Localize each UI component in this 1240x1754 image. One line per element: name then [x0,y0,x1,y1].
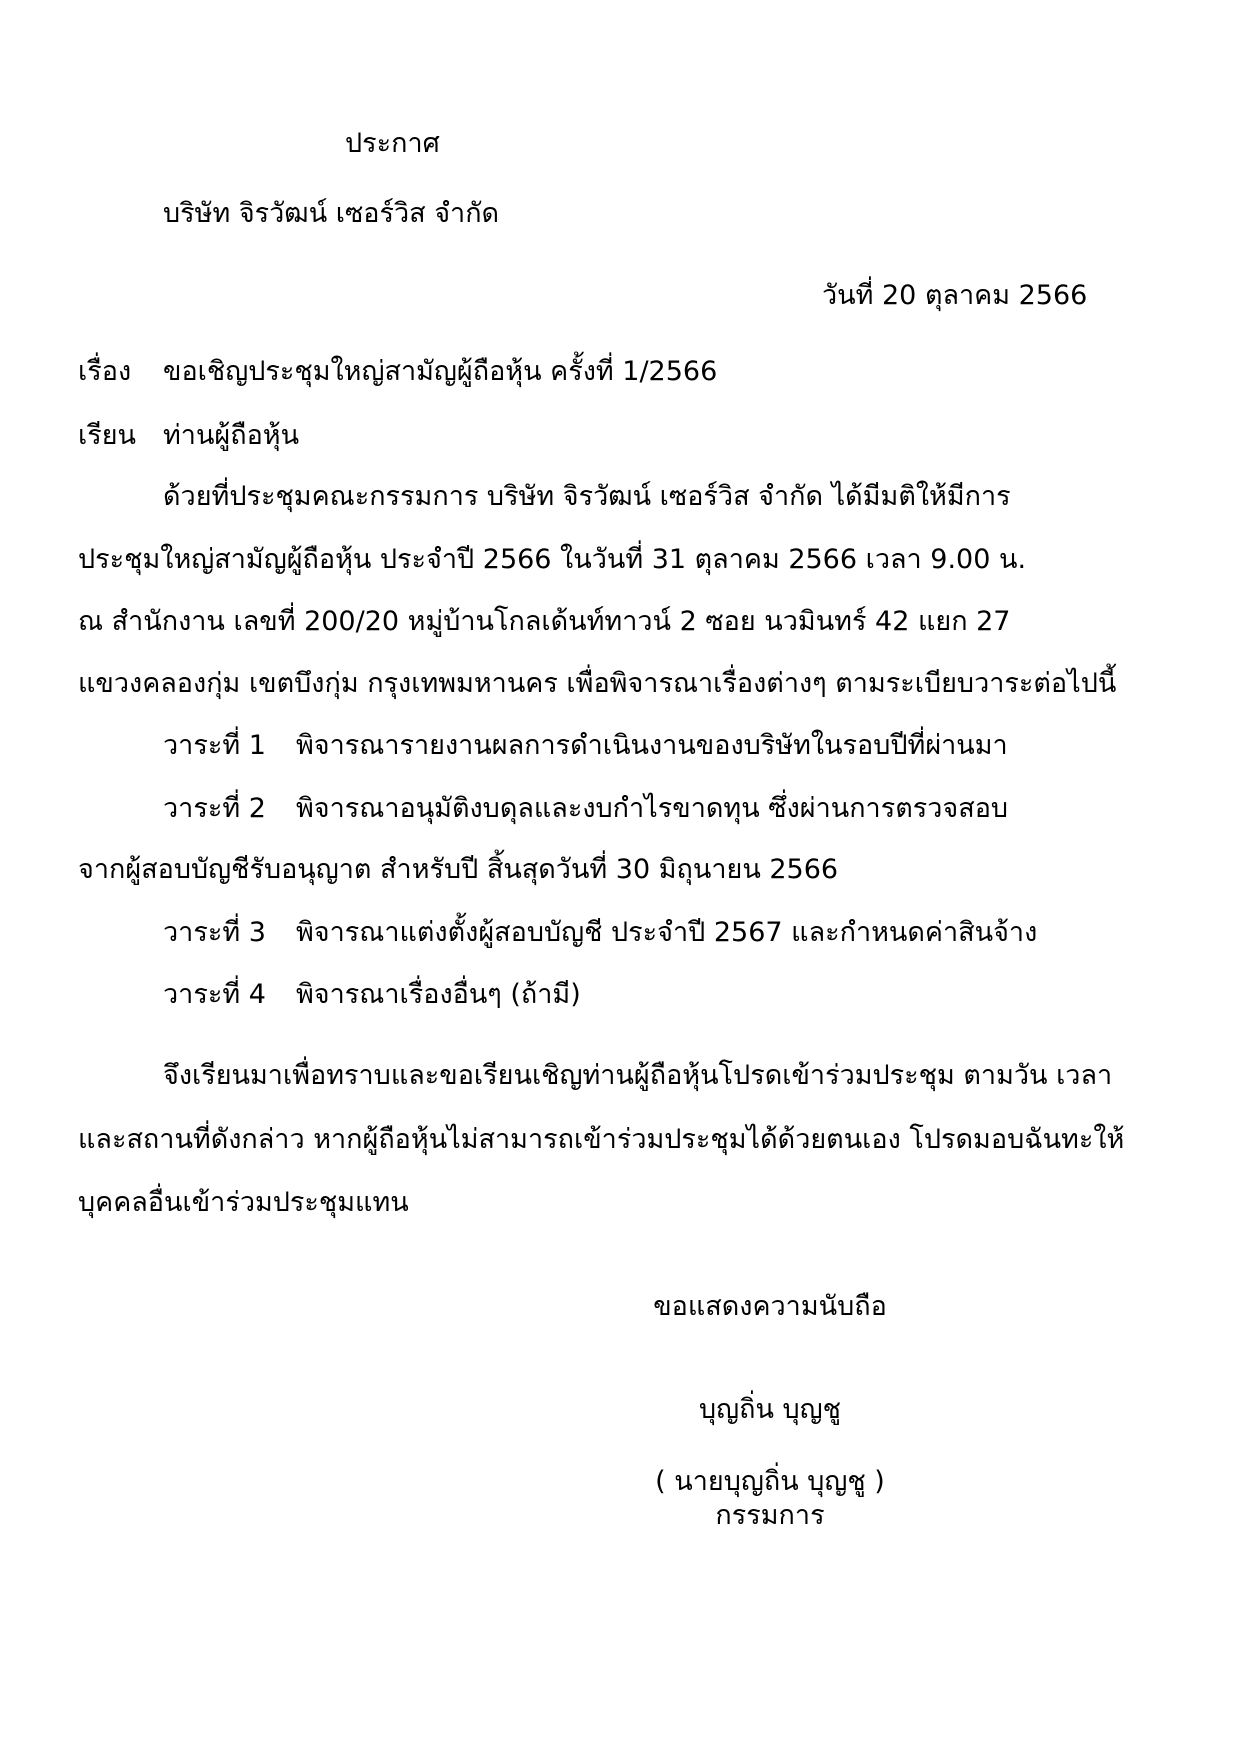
body-paragraph-1-line: ณ สำนักงาน เลขที่ 200/20 หมู่บ้านโกลเด้นท์ทาวน์ 2 ซอย นวมินทร์ 42 แยก 27 [78,606,1011,637]
agenda-text: พิจารณาอนุมัติงบดุลและงบกำไรขาดทุน ซึ่งผ่านการตรวจสอบ [296,793,1009,824]
agenda-number: วาระที่ 4 [163,979,266,1010]
agenda-item [163,977,581,1013]
agenda-number: วาระที่ 3 [163,917,266,948]
body-paragraph-1-line: แขวงคลองกุ่ม เขตบึงกุ่ม กรุงเทพมหานคร เพื่อพิจารณาเรื่องต่างๆ ตามระเบียบวาระต่อไปนี้ [78,668,1117,699]
agenda-item-continuation: จากผู้สอบบัญชีรับอนุญาต สำหรับปี สิ้นสุดวันที่ 30 มิถุนายน 2566 [78,854,839,885]
closing-salutation: ขอแสดงความนับถือ [653,1291,887,1322]
body-paragraph-2-line: จึงเรียนมาเพื่อทราบและขอเรียนเชิญท่านผู้ถือหุ้นโปรดเข้าร่วมประชุม ตามวัน เวลา [163,1060,1113,1091]
recipient-label: เรียน [78,420,137,451]
signature: บุญถิ่น บุญชู [698,1394,841,1425]
announcement-date: วันที่ 20 ตุลาคม 2566 [822,280,1088,311]
agenda-item [163,791,1008,827]
agenda-number: วาระที่ 1 [163,730,266,761]
subject-line [78,354,717,390]
body-paragraph-2-line: บุคคลอื่นเข้าร่วมประชุมแทน [78,1187,409,1218]
recipient-text: ท่านผู้ถือหุ้น [163,420,300,451]
agenda-text: พิจารณารายงานผลการดำเนินงานของบริษัทในรอบปีที่ผ่านมา [296,730,1008,761]
subject-label: เรื่อง [78,356,132,387]
signer-name: ( นายบุญถิ่น บุญชู ) [655,1466,885,1497]
agenda-number: วาระที่ 2 [163,793,266,824]
agenda-text: พิจารณาเรื่องอื่นๆ (ถ้ามี) [296,979,581,1010]
signer-title: กรรมการ [715,1500,825,1531]
agenda-item [163,728,1008,764]
recipient-line [78,418,299,454]
body-paragraph-2-line: และสถานที่ดังกล่าว หากผู้ถือหุ้นไม่สามารถเข้าร่วมประชุมได้ด้วยตนเอง โปรดมอบฉันทะให้ [78,1124,1125,1155]
agenda-item [163,915,1037,951]
body-paragraph-1-line: ประชุมใหญ่สามัญผู้ถือหุ้น ประจำปี 2566 ในวันที่ 31 ตุลาคม 2566 เวลา 9.00 น. [78,544,1027,575]
announcement-heading: ประกาศ [345,128,440,159]
agenda-text: พิจารณาแต่งตั้งผู้สอบบัญชี ประจำปี 2567 และกำหนดค่าสินจ้าง [296,917,1038,948]
body-paragraph-1-line: ด้วยที่ประชุมคณะกรรมการ บริษัท จิรวัฒน์ เซอร์วิส จำกัด ได้มีมติให้มีการ [163,481,1011,512]
company-name: บริษัท จิรวัฒน์ เซอร์วิส จำกัด [163,198,500,229]
subject-text: ขอเชิญประชุมใหญ่สามัญผู้ถือหุ้น ครั้งที่ 1/2566 [163,356,718,387]
